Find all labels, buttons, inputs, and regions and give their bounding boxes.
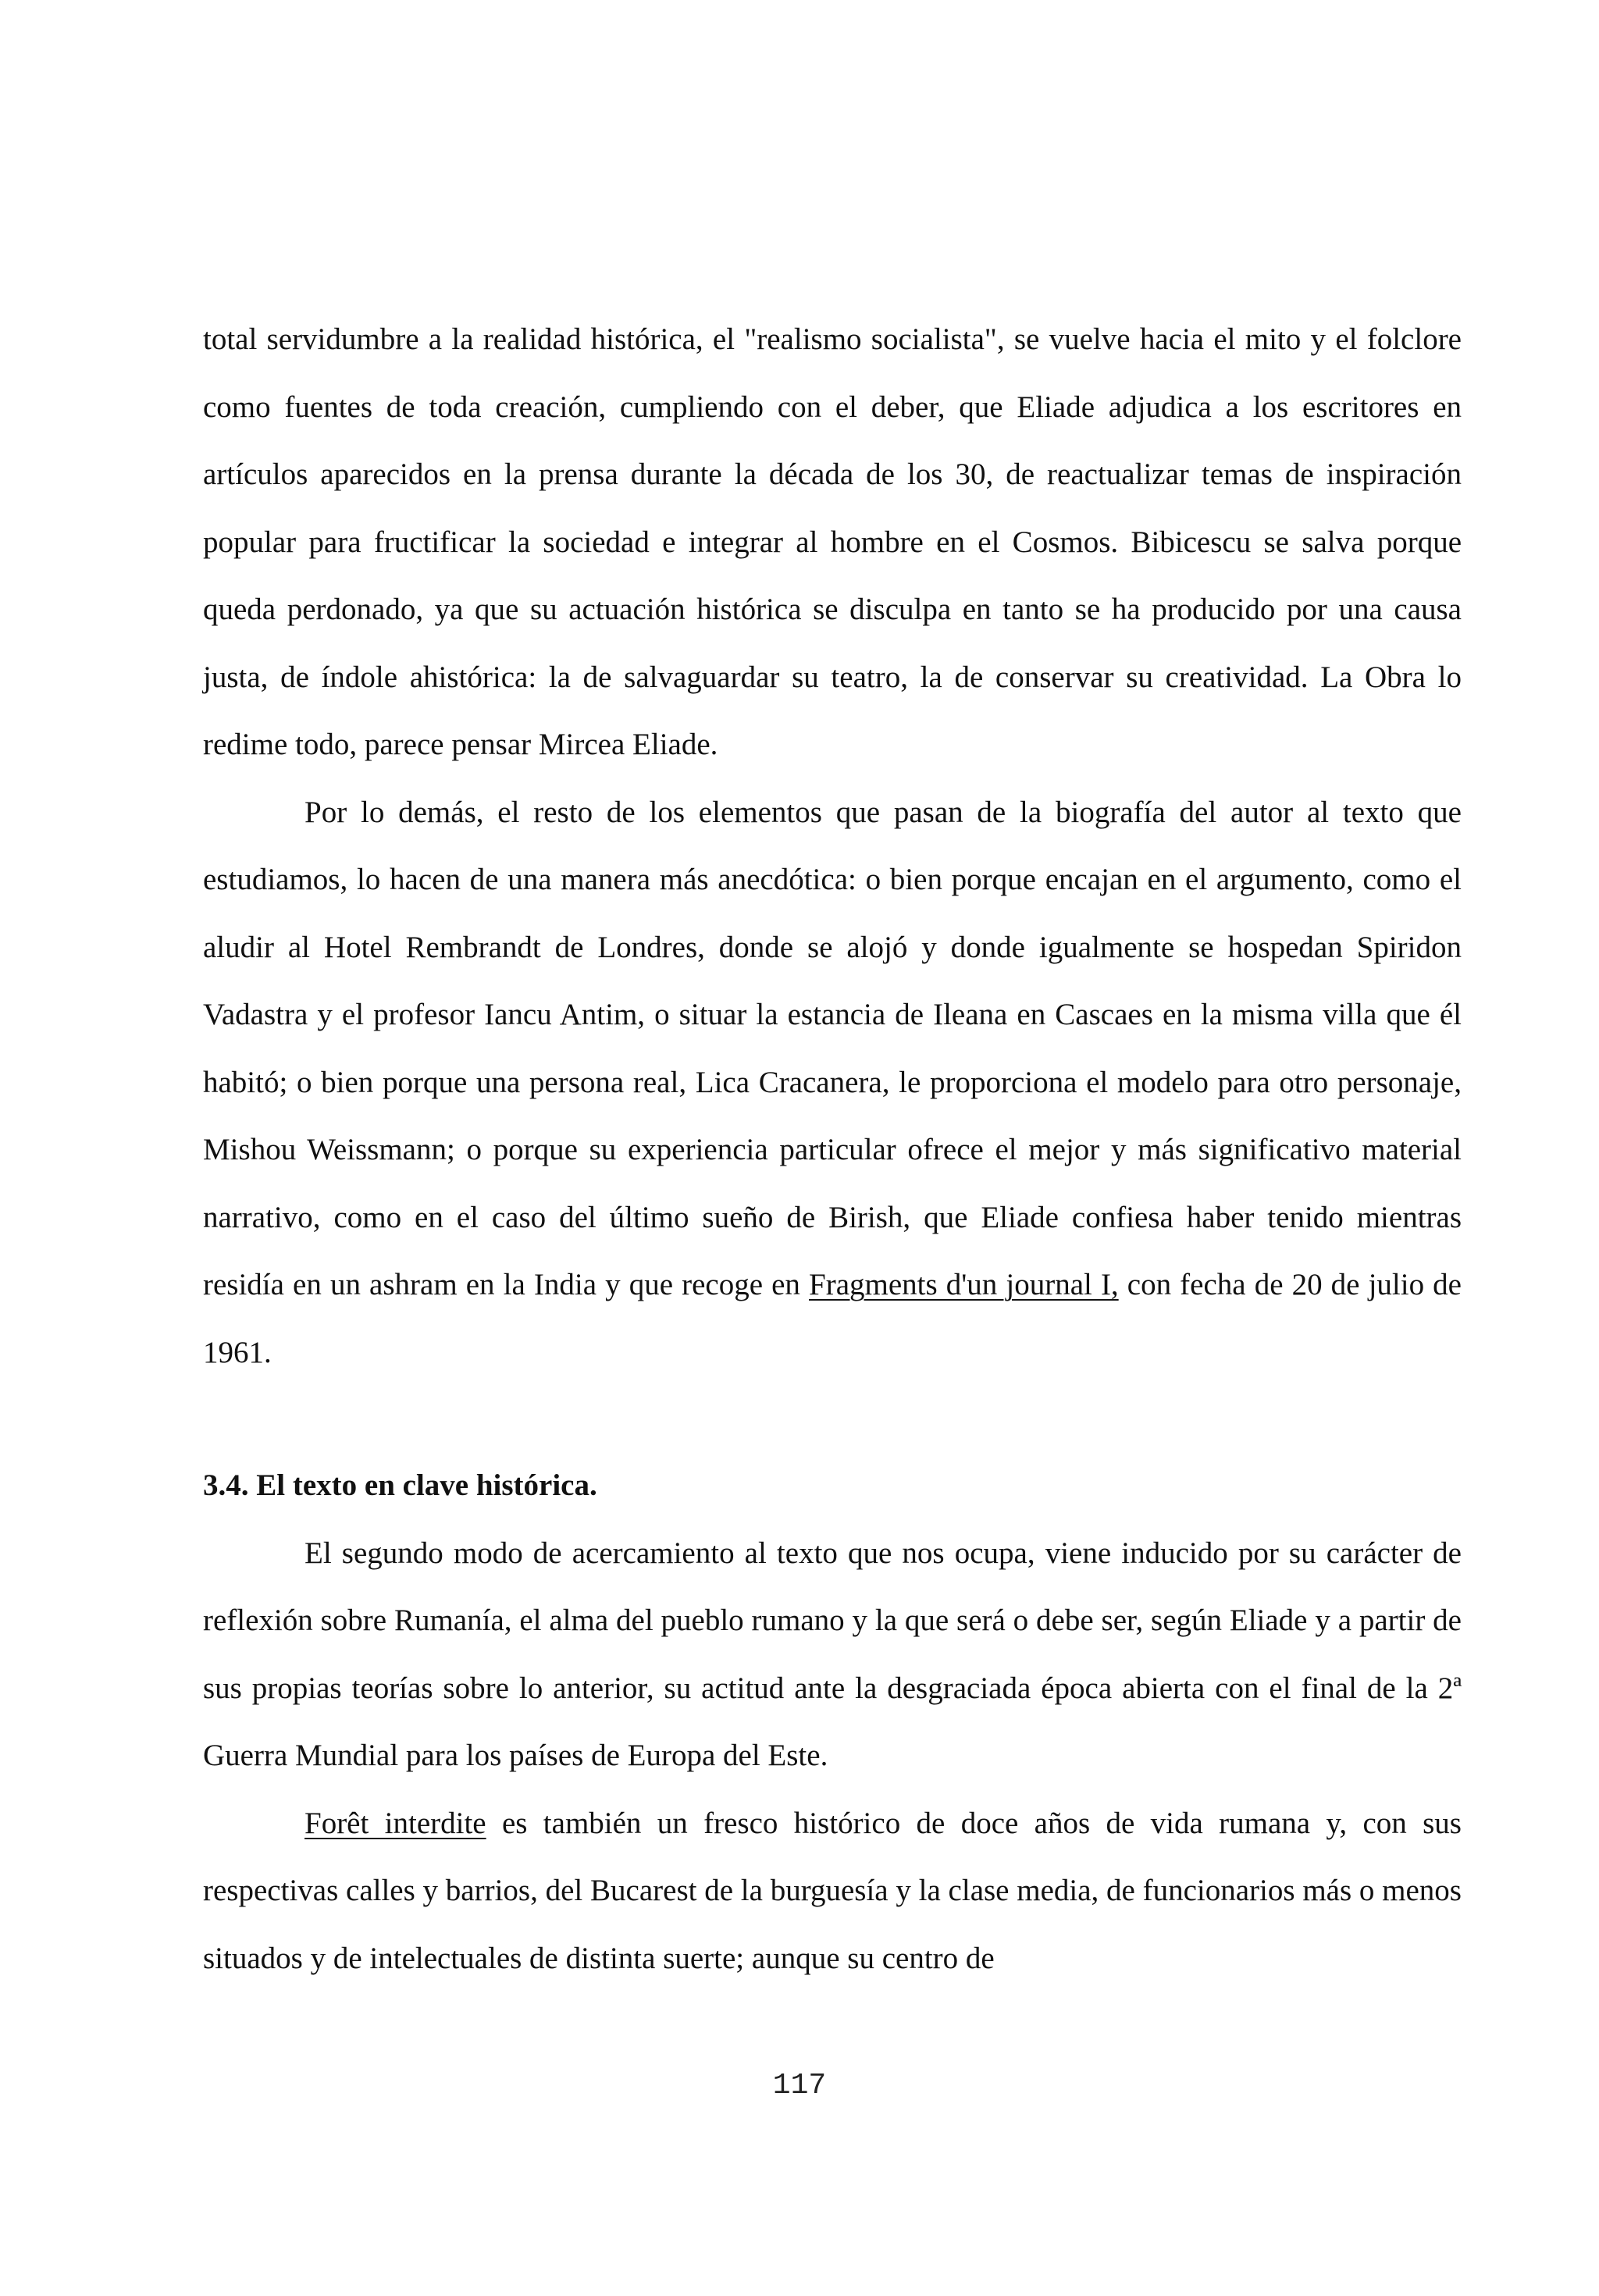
book-title-fragments: Fragments d'un journal I, — [809, 1268, 1119, 1301]
paragraph: El segundo modo de acercamiento al texto que nos ocupa, viene inducido por su carácter de reflexión sobre Rumanía, el alma del pueblo rumano y la que será o debe ser, según Eliade y a partir de sus propias teorías sobre lo anterior, su actitud ante la desgraciada época abierta con el final de la 2ª Guerra Mundial para los países de Europa del Este. — [203, 1536, 1462, 1772]
paragraph — [203, 779, 1462, 1387]
paragraph-text: con fecha de 20 de julio de 1961. — [203, 1268, 1462, 1369]
section-heading: 3.4. El texto en clave histórica. — [203, 1468, 597, 1502]
paragraph — [203, 1790, 1462, 1993]
paragraph-text: es también un fresco histórico de doce años de vida rumana y, con sus respectivas calles y barrios, del Bucarest de la burguesía y la clase media, de funcionarios más o menos situados y de intelectuales de distinta suerte; aunque su centro de — [203, 1806, 1462, 1975]
page-body — [203, 306, 1462, 1992]
page-number: 117 — [772, 2069, 827, 2102]
book-title-foret: Forêt interdite — [304, 1806, 486, 1840]
paragraph: total servidumbre a la realidad histórica, el "realismo socialista", se vuelve hacia el mito y el folclore como fuentes de toda creación, cumpliendo con el deber, que Eliade adjudica a los escritores en artículos aparecidos en la prensa durante la década de los 30, de reactualizar temas de inspiración popular para fructificar la sociedad e integrar al hombre en el Cosmos. Bibicescu se salva porque queda perdonado, ya que su actuación histórica se disculpa en tanto se ha producido por una causa justa, de índole ahistórica: la de salvaguardar su teatro, la de conservar su creatividad. La Obra lo redime todo, parece pensar Mircea Eliade. — [203, 322, 1462, 761]
paragraph-text: Por lo demás, el resto de los elementos que pasan de la biografía del autor al texto que estudiamos, lo hacen de una manera más anecdótica: o bien porque encajan en el argumento, como el aludir al Hotel Rembrandt de Londres, donde se alojó y donde igualmente se hospedan Spiridon Vadastra y el profesor Iancu Antim, o situar la estancia de Ileana en Cascaes en la misma villa que él habitó; o bien porque una persona real, Lica Cracanera, le proporciona el modelo para otro personaje, Mishou Weissmann; o porque su experiencia particular ofrece el mejor y más significativo material narrativo, como en el caso del último sueño de Birish, que Eliade confiesa haber tenido mientras residía en un ashram en la India y que recoge en — [203, 795, 1462, 1301]
